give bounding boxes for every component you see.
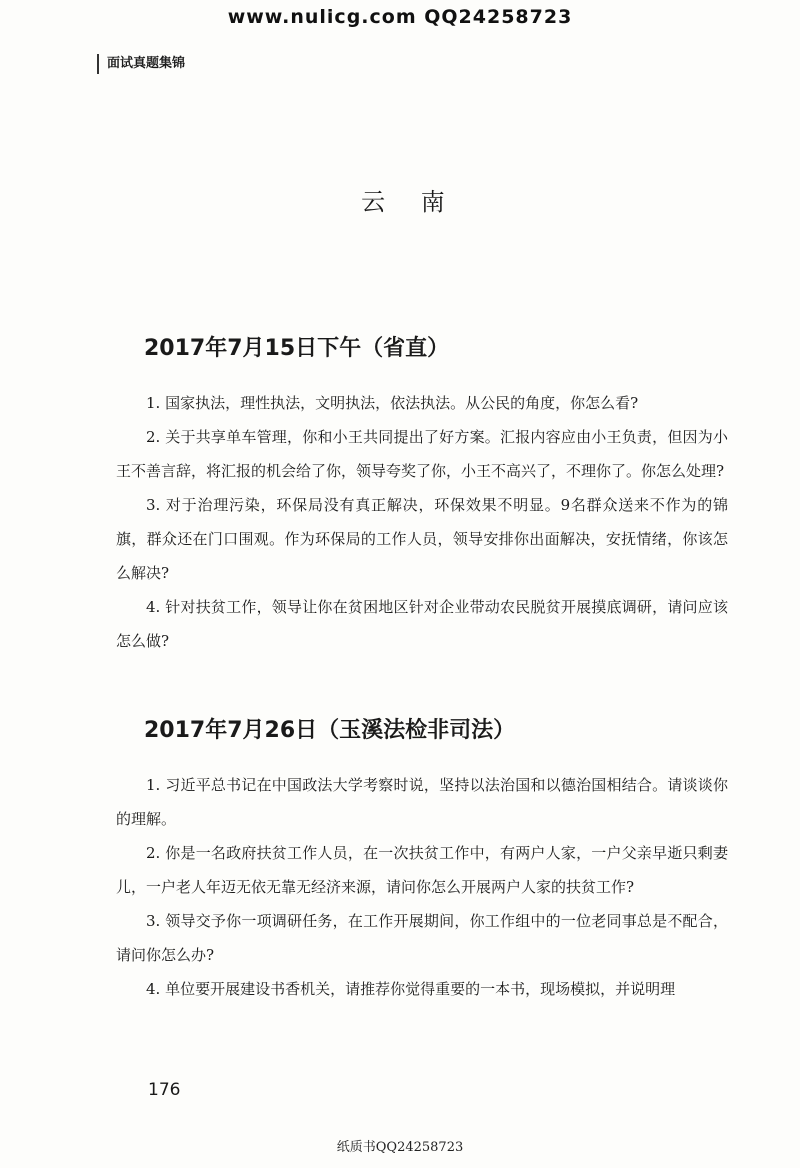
question-item: 3. 领导交予你一项调研任务，在工作开展期间，你工作组中的一位老同事总是不配合，请问你怎么办? (116, 912, 728, 964)
page-number: 176 (148, 1080, 181, 1100)
chapter-title: 云 南 (361, 188, 459, 216)
question-item: 1. 习近平总书记在中国政法大学考察时说，坚持以法治国和以德治国相结合。请谈谈你的理解。 (116, 776, 728, 828)
question-item: 2. 关于共享单车管理，你和小王共同提出了好方案。汇报内容应由小王负责，但因为小王不善言辞，将汇报的机会给了你，领导夸奖了你，小王不高兴了，不理你了。你怎么处理? (116, 428, 728, 480)
section-title: 2017年7月26日（玉溪法检非司法） (144, 718, 516, 743)
question-item: 2. 你是一名政府扶贫工作人员，在一次扶贫工作中，有两户人家，一户父亲早逝只剩妻儿，一户老人年迈无依无靠无经济来源，请问你怎么开展两户人家的扶贫工作? (116, 844, 728, 896)
watermark-top: www.nulicg.com QQ24258723 (227, 6, 573, 28)
question-list (116, 768, 728, 1006)
question-item: 1. 国家执法，理性执法，文明执法，依法执法。从公民的角度，你怎么看? (146, 394, 639, 412)
running-head: 面试真题集锦 (97, 54, 185, 74)
question-item: 3. 对于治理污染，环保局没有真正解决，环保效果不明显。9名群众送来不作为的锦旗，群众还在门口围观。作为环保局的工作人员，领导安排你出面解决，安抚情绪，你该怎么解决? (116, 496, 728, 582)
watermark-bottom: 纸质书QQ24258723 (336, 1140, 464, 1155)
question-item: 4. 单位要开展建设书香机关，请推荐你觉得重要的一本书，现场模拟，并说明理 (146, 980, 676, 998)
question-item: 4. 针对扶贫工作，领导让你在贫困地区针对企业带动农民脱贫开展摸底调研，请问应该怎么做? (116, 598, 728, 650)
section-2017-07-15 (116, 334, 728, 658)
section-title: 2017年7月15日下午（省直） (144, 336, 450, 361)
section-2017-07-26 (116, 716, 728, 1006)
question-list (116, 386, 728, 658)
